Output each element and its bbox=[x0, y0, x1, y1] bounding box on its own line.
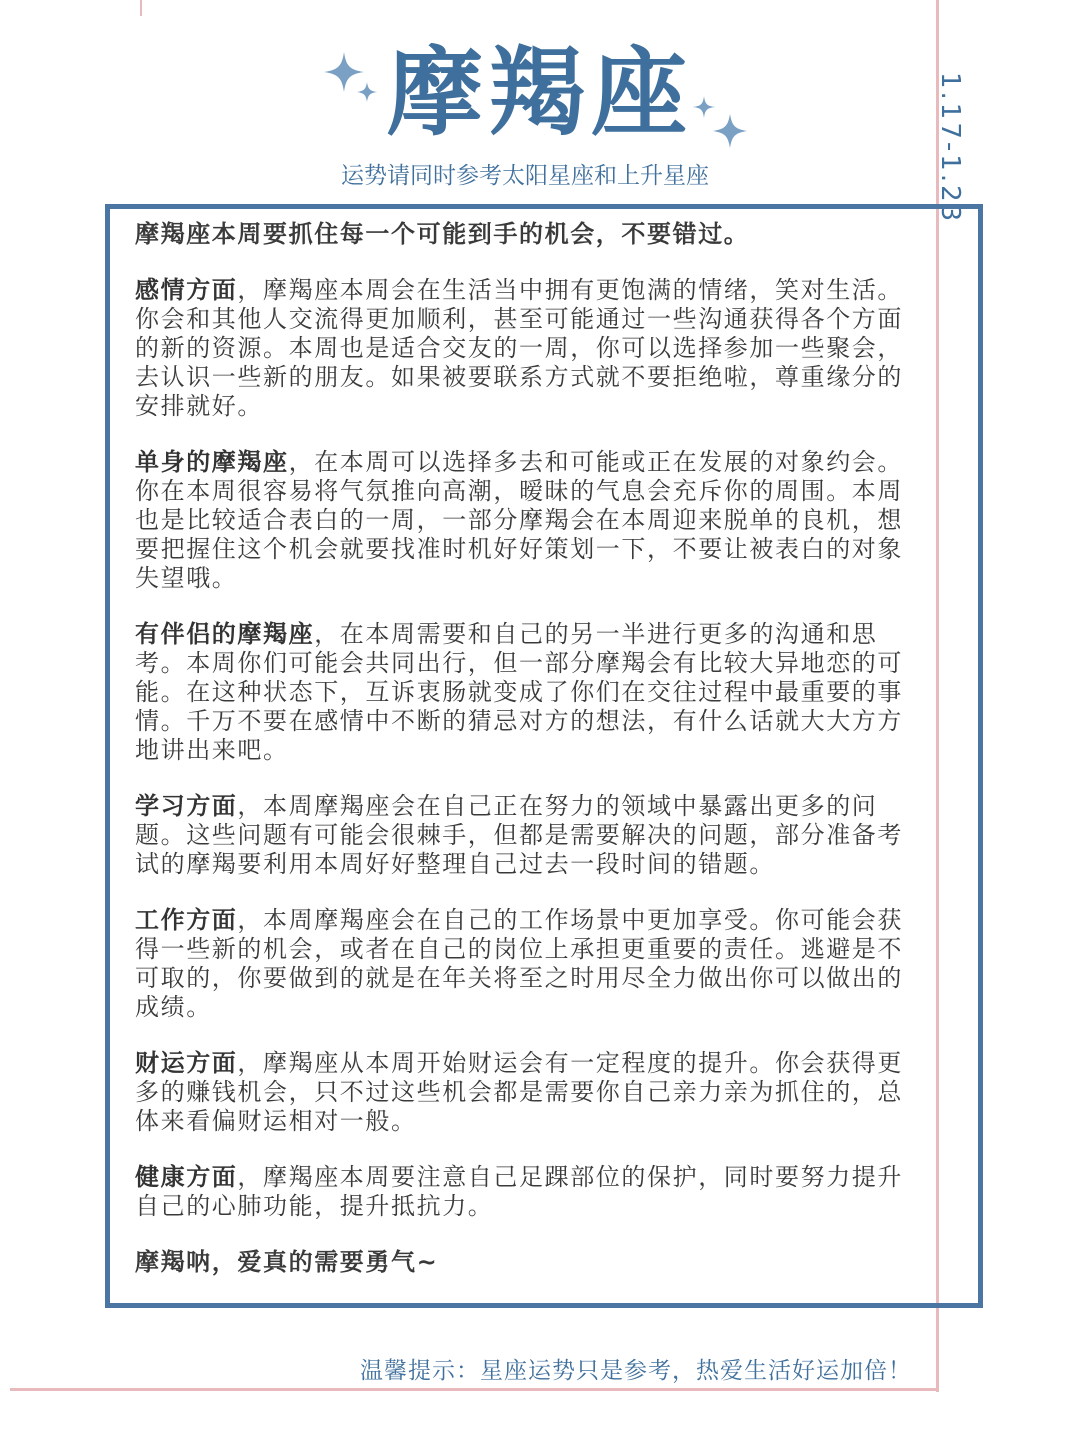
pink-divider-horizontal bbox=[10, 1388, 939, 1391]
section-heading: 财运方面 bbox=[135, 1049, 238, 1077]
section-love bbox=[135, 276, 915, 421]
section-heading: 健康方面 bbox=[135, 1163, 238, 1191]
section-text: ，在本周需要和自己的另一半进行更多的沟通和思考。本周你们可能会共同出行，但一部分摩羯会有比较大异地恋的可能。在这种状态下，互诉衷肠就变成了你们在交往过程中最重要的事情。千万不要在感情中不断的猜忌对方的想法，有什么话就大大方方地讲出来吧。 bbox=[135, 620, 903, 764]
section-text: ，在本周可以选择多去和可能或正在发展的对象约会。你在本周很容易将气氛推向高潮，暧昧的气息会充斥你的周围。本周也是比较适合表白的一周，一部分摩羯会在本周迎来脱单的良机，想要把握住这个机会就要找准时机好好策划一下，不要让被表白的对象失望哦。 bbox=[135, 448, 904, 592]
section-wealth bbox=[135, 1049, 915, 1136]
section-work bbox=[135, 906, 915, 1022]
page-subtitle: 运势请同时参考太阳星座和上升星座 bbox=[341, 163, 709, 189]
section-text: ，本周摩羯座会在自己的工作场景中更加享受。你可能会获得一些新的机会，或者在自己的岗位上承担更重要的责任。逃避是不可取的，你要做到的就是在年关将至之时用尽全力做出你可以做出的成绩。 bbox=[135, 906, 904, 1021]
closing-line: 摩羯呐，爱真的需要勇气~ bbox=[135, 1248, 439, 1276]
page-title: 摩羯座 bbox=[387, 37, 693, 149]
section-heading: 工作方面 bbox=[135, 906, 238, 934]
horoscope-content bbox=[135, 220, 915, 1304]
section-heading: 学习方面 bbox=[135, 792, 238, 820]
lead-paragraph: 摩羯座本周要抓住每一个可能到手的机会，不要错过。 bbox=[135, 220, 750, 248]
section-text: ，摩羯座本周会在生活当中拥有更饱满的情绪，笑对生活。你会和其他人交流得更加顺利，甚至可能通过一些沟通获得各个方面的新的资源。本周也是适合交友的一周，你可以选择参加一些聚会，去认识一些新的朋友。如果被要联系方式就不要拒绝啦，尊重缘分的安排就好。 bbox=[135, 276, 904, 420]
section-heading: 单身的摩羯座 bbox=[135, 448, 289, 476]
section-heading: 感情方面 bbox=[135, 276, 238, 304]
section-heading: 有伴侣的摩羯座 bbox=[135, 620, 315, 648]
section-study bbox=[135, 792, 915, 879]
section-health bbox=[135, 1163, 915, 1221]
section-single bbox=[135, 448, 915, 593]
date-range: 1.17-1.23 bbox=[935, 72, 965, 225]
section-partnered bbox=[135, 620, 915, 765]
section-text: ，本周摩羯座会在自己正在努力的领域中暴露出更多的问题。这些问题有可能会很棘手，但都是需要解决的问题，部分准备考试的摩羯要利用本周好好整理自己过去一段时间的错题。 bbox=[135, 792, 903, 878]
section-text: ，摩羯座从本周开始财运会有一定程度的提升。你会获得更多的赚钱机会，只不过这些机会都是需要你自己亲力亲为抓住的，总体来看偏财运相对一般。 bbox=[135, 1049, 904, 1135]
section-text: ，摩羯座本周要注意自己足踝部位的保护，同时要努力提升自己的心肺功能，提升抵抗力。 bbox=[135, 1163, 904, 1220]
footer-tip: 温馨提示：星座运势只是参考，热爱生活好运加倍！ bbox=[360, 1358, 912, 1384]
decorative-tick bbox=[140, 0, 142, 16]
